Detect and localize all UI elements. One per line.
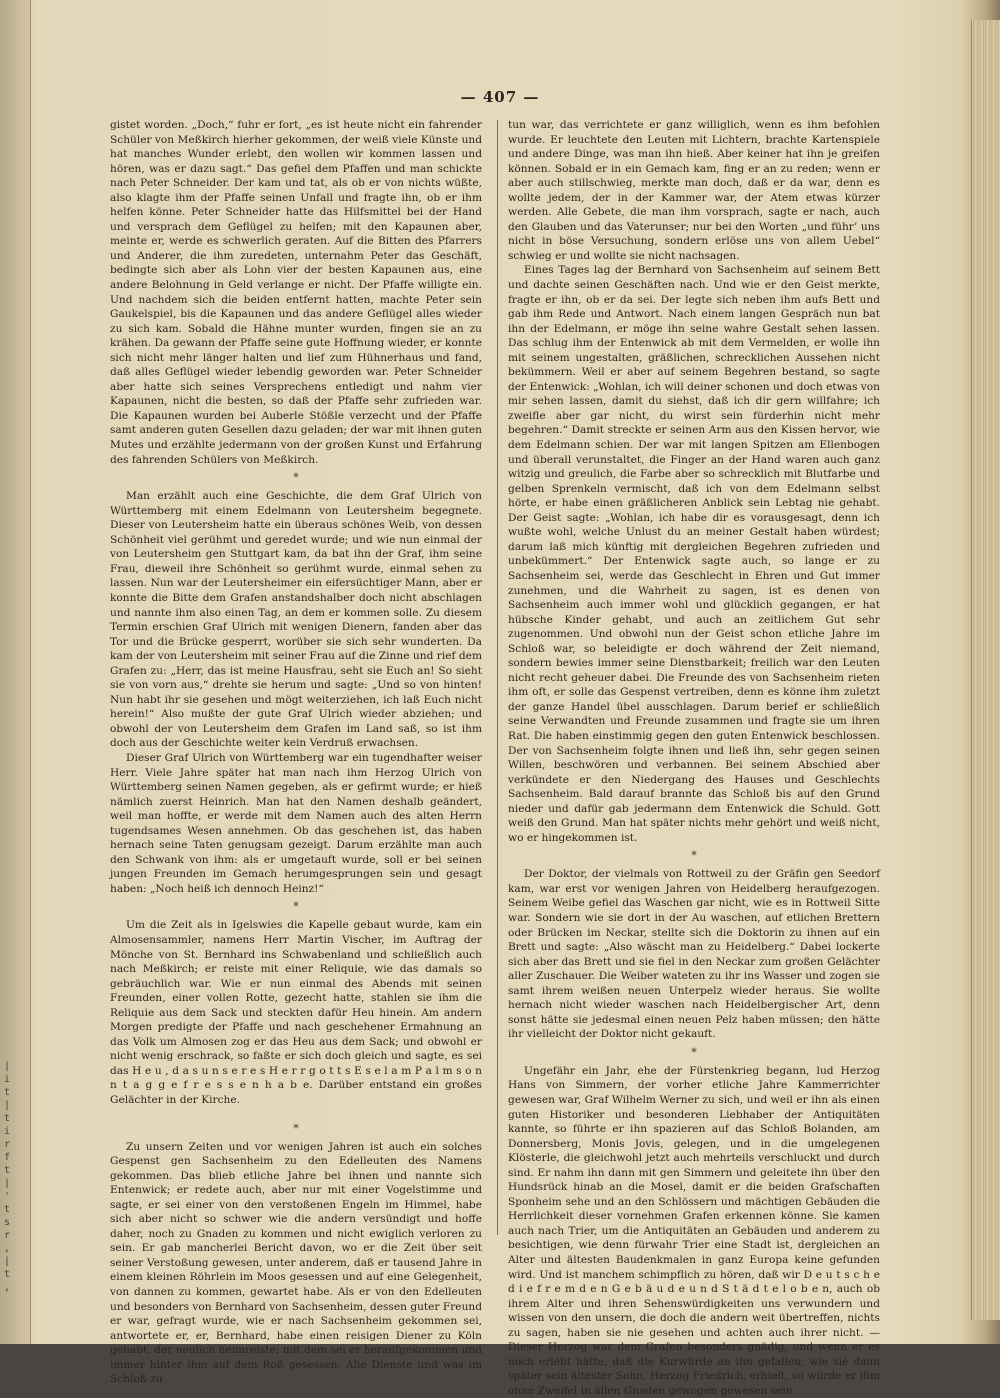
paragraph: Eines Tages lag der Bernhard von Sachsenheim auf seinem Bett und dachte seinen Geschäften nach. Und wie er den Geist merkte, fragte er ihn, ob er da sei. Der legte sich neben ihm aufs Bett und gab ihm Rede und Antwort. Nach einem langen Gespräch nun bat ihn der Edelmann, er möge ihn seine wahre Gestalt sehen lassen. Das schlug ihm der Entenwick ab mit dem Vermelden, er wolle ihn mit seinem ungestalten, gräßlichen, schrecklichen Aussehen nicht bekümmern. Weil er aber auf seinem Begehren bestand, so sagte der Entenwick: „Wohlan, ich will deiner schonen und doch etwas von mir sehen lassen, damit du siehst, daß ich dir gern willfahre; ich zweifle aber gar nicht, du wirst sein fürderhin nicht mehr begehren.“ Damit streckte er seinen Arm aus den Kissen hervor, wie dem Edelmann schien. Der war mit langen Spitzen am Ellenbogen und überall verunstaltet, die Finger an der Hand waren auch ganz witzig und greulich, die Farbe aber so schrecklich mit Blutfarbe und gelben Sprenkeln vermischt, daß ich von dem Edelmann selbst hörte, er habe einen gräßlicheren Anblick sein Lebtag nie gehabt. Der Geist sagte: „Wohlan, ich habe dir es vorausgesagt, denn ich wußte wohl, welche Unlust du an meiner Gestalt haben würdest; darum laß mich künftig mit dergleichen Begehren zufrieden und unbekümmert.“ Der Entenwick sagte auch, so lange er zu Sachsenheim sei, werde das Geschlecht in Ehren und Gut immer zunehmen, und die Wahrheit zu sagen, ist es denen von Sachsenheim auch immer wohl und glücklich gegangen, er hat hübsche Kinder gehabt, und auch an zeitlichem Gut sehr zugenommen. Und obwohl nun der Geist schon etliche Jahre im Schloß war, so beleidigte er doch während der Zeit niemand, sondern bewies immer seine Dienstbarkeit; freilich war den Leuten nicht recht geheuer dabei. Die Freunde des von Sachsenheim rieten ihm oft, er solle das Gespenst vertreiben, denn es könne ihm zuletzt der ganze Handel übel ausschlagen. Darum berief er schließlich seine Verwandten und Freunde zusammen und fragte sie um ihren Rat. Die haben einstimmig gegen den guten Entenwick beschlossen. Der von Sachsenheim folgte ihnen und ließ ihn, sehr gegen seinen Willen, beschwören und verbannen. Bei seinem Abschied aber verkündete er den Niedergang des Hauses und Geschlechts Sachsenheim. Bald darauf brannte das Schloß bis auf den Grund nieder und dafür gab jedermann dem Entenwick die Schuld. Gott weiß den Grund. Man hat später nichts mehr gehört und weiß nicht, wo er hingekommen ist.: [508, 264, 880, 844]
page-stack-edge: [971, 20, 1000, 1320]
page-number: — 407 —: [460, 88, 540, 106]
section-separator: *: [691, 849, 697, 863]
section-separator: *: [691, 1045, 697, 1059]
section-separator: *: [293, 471, 299, 485]
paragraph: tun war, das verrichtete er ganz williglich, wenn es ihm befohlen wurde. Er leuchtete den Leuten mit Lichtern, brachte Kartenspiele und andere Dinge, was man ihn hieß. Aber keiner hat ihn je greifen können. Sobald er in ein Gemach kam, fing er an zu reden; wenn er aber auch stillschwieg, merkte man doch, daß er da war, denn es wollte jedem, der in der Kammer war, der Atem etwas kürzer werden. Alle Gebete, die man ihm vorsprach, sagte er nach, auch den Glauben und das Vaterunser; nur bei den Worten „und führ’ uns nicht in böse Versuchung, sondern erlöse uns von allem Uebel“ schwieg er und wollte sie nicht nachsagen.: [508, 119, 880, 262]
paragraph: Ungefähr ein Jahr, ehe der Fürstenkrieg begann, lud Herzog Hans von Simmern, der vorher etliche Jahre Kammerrichter gewesen war, Graf Wilhelm Werner zu sich, und weil er ihn als einen guten Historiker und besonderen Liebhaber der Antiquitäten kannte, so führte er ihn spazieren auf das Schloß Bolanden, am Donnersberg, Monis Jovis, gelegen, und in die umgelegenen Klösterle, die gleichwohl jetzt auch mehrteils verschluckt und durch sind. Er nahm ihn dann mit gen Simmern und geleitete ihn über den Hundsrück hinab an die Mosel, damit er die beiden Grafschaften Sponheim sehe und an den Schlössern und mächtigen Gebäuden die Herrlichkeit dieser vornehmen Grafen erkennen könne. Sie kamen auch nach Trier, um die Antiquitäten an Gebäuden und anderem zu besichtigen, wie denn fürwahr Trier eine Stadt ist, dergleichen an Alter und ältesten Baudenkmalen in ganz Europa keine gefunden wird. Und ist manchem schimpflich zu hören, daß wir D e u t s c h e d i e f r e m d e n G e b ä u d e u n d S t ä d t e l o b e n, auch ob ihrem Alter und ihren Sehenswürdigkeiten uns verwundern und wissen von den unsern, die doch die andern weit übertreffen, nichts zu sagen, haben sie nie gesehen und achten auch ihrer nicht. — Dieser Herzog war dem Grafen besonders gnädig, und wenn er es noch erlebt hätte, daß die Kurwürde an ihn gefallen, wie sie dann später sein ältester Sohn, Herzog Friedrich, erhielt, so würde er ihm ohne Zweifel in allen Gnaden gewogen gewesen sein.: [508, 1064, 880, 1397]
facing-page-edge: [0, 0, 31, 1344]
paragraph: Zu unsern Zeiten und vor wenigen Jahren ist auch ein solches Gespenst gen Sachsenheim zu den Edelleuten des Namens gekommen. Das blieb etliche Jahre bei ihnen und nannte sich Entenwick; er redete auch, aber nur mit einer Vogelstimme und sagte, er sei einer von den verstoßenen Engeln im Himmel, habe sich aber nicht so schwer wie die andern versündigt und hoffe daher, noch zu Gnaden zu kommen und nicht ewiglich verloren zu sein. Er gab mancherlei Bericht davon, wo er die Zeit über seit seiner Verstoßung gewesen, unter anderem, daß er tausend Jahre in einem kleinen Röhrlein im Moos gesessen und auf eine Gelegenheit, von dannen zu kommen, gewartet habe. Als er von den Edelleuten und besonders von Bernhard von Sachsenheim, dessen guter Freund er war, gefragt wurde, wie er nach Sachsenheim gekommen sei, antwortete er, er, Bernhard, habe einen reisigen Diener zu Köln gehabt, der neulich heimreiste; mit dem sei er heraufgekommen und immer hinter ihm auf dem Roß gesessen. Alle Dienste und was im Schloß zu: [110, 1140, 482, 1386]
margin-marks: | i t | t i r f t | ' t s r , | t ,: [4, 1061, 11, 1293]
paragraph: Um die Zeit als in Igelswies die Kapelle gebaut wurde, kam ein Almosensammler, namens Herr Martin Vischer, im Auftrag der Mönche von St. Bernhard ins Schwabenland und schließlich auch nach Meßkirch; er reiste mit einer Reliquie, wie das damals so gebräuchlich war. Wie er nun einmal des Abends mit seinen Freunden, einer vollen Rotte, gezecht hatte, stahlen sie ihm die Reliquie aus dem Sack und steckten dafür Heu hinein. Am andern Morgen predigte der Pfaffe und nach geschehener Ermahnung an das Volk um Almosen zog er das Heu aus dem Sack; und obwohl er nicht wenig erschrack, so faßte er sich doch gleich und sagte, es sei das H e u , d a s u n s e r e s H e r r g o t t s E s e l a m P a l m s o n n t a g g e f r e s s e n h a b e. Darüber entstand ein großes Gelächter in der Kirche.: [110, 919, 482, 1106]
right-column: [508, 118, 880, 1398]
section-separator: *: [293, 900, 299, 914]
section-separator: *: [293, 1121, 299, 1135]
paragraph: Der Doktor, der vielmals von Rottweil zu der Gräfin gen Seedorf kam, war erst vor wenigen Jahren von Heidelberg heraufgezogen. Seinem Weibe gefiel das Waschen gar nicht, wie es in Rottweil Sitte war. Sondern wie sie dort in der Au waschen, auf etlichen Brettern oder Brücken im Neckar, stellte sich die Doktorin zu ihnen auf ein Brett und sagte: „Also wäscht man zu Heidelberg.“ Dabei lockerte sich aber das Brett und sie fiel in den Neckar zum großen Gelächter aller Zuschauer. Die Weiber wateten zu ihr ins Wasser und zogen sie samt ihrem weißen neuen Unterpelz wieder heraus. Sie wollte hernach nicht wieder waschen nach Heidelbergischer Art, denn sonst hätte sie jedesmal einen neuen Pelz haben müssen; den hätte ihr vielleicht der Doktor nicht gekauft.: [508, 868, 880, 1041]
paragraph: Man erzählt auch eine Geschichte, die dem Graf Ulrich von Württemberg mit einem Edelmann von Leutersheim begegnete. Dieser von Leutersheim hatte ein überaus schönes Weib, von dessen Schönheit viel gerühmt und geredet wurde; und wie nun einmal der von Leutersheim gen Stuttgart kam, da bat ihn der Graf, ihm seine Frau, dieweil ihre Schönheit so gerühmt wurde, einmal sehen zu lassen. Nun war der Leutersheimer ein eifersüchtiger Mann, aber er konnte die Bitte dem Grafen anstandshalber doch nicht abschlagen und nannte ihm also einen Tag, an dem er kommen solle. Zu diesem Termin erschien Graf Ulrich mit wenigen Dienern, fanden aber das Tor und die Brücke gesperrt, worüber sie sich sehr wunderten. Da kam der von Leutersheim mit seiner Frau auf die Zinne und rief dem Grafen zu: „Herr, das ist meine Hausfrau, seht sie Euch an! So sieht sie von vorn aus,“ drehte sie herum und sagte: „Und so von hinten! Nun habt ihr sie gesehen und mögt weiterziehen, ich laß Euch nicht herein!“ Also mußte der gute Graf Ulrich wieder abziehen; und obwohl der von Leutersheim dem Grafen im Land saß, so ist ihm doch aus der Geschichte weiter kein Verdruß erwachsen.: [110, 490, 482, 750]
column-divider: [497, 120, 498, 1235]
left-column: [110, 118, 482, 1387]
paragraph: Dieser Graf Ulrich von Württemberg war ein tugendhafter weiser Herr. Viele Jahre später hat man nach ihm Herzog Ulrich von Württemberg seinen Namen gegeben, als er gefirmt wurde; er hieß nämlich zuerst Heinrich. Man hat den Namen deshalb geändert, weil man hoffte, er werde mit dem Namen auch des alten Herrn tugendsames Wesen annehmen. Ob das geschehen ist, das haben hernach seine Taten genugsam gezeigt. Darum erzählte man auch den Schwank von ihm: als er umgetauft wurde, soll er bei seinen jungen Freunden im Gemach herumgesprungen sein und gesagt haben: „Noch heiß ich dennoch Heinz!“: [110, 751, 482, 895]
paragraph: gistet worden. „Doch,“ fuhr er fort, „es ist heute nicht ein fahrender Schüler von Meßkirch hierher gekommen, der weiß viele Künste und hat manches Wunder erlebt, den wollen wir kommen lassen und hören, was er dazu sagt.“ Das gefiel dem Pfaffen und man schickte nach Peter Schneider. Der kam und tat, als ob er von nichts wüßte, also klagte ihm der Pfaffe seinen Unfall und fragte ihn, ob er ihm helfen könne. Peter Schneider hatte das Hilfsmittel bei der Hand und versprach dem Geflügel zu helfen; mit den Kapaunen aber, meinte er, werde es schwerlich geraten. Auf die Bitten des Pfarrers und Anderer, die ihm zuredeten, unternahm Peter das Geschäft, bedingte sich aber als Lohn vier der besten Kapaunen aus, eine andere Belohnung in Geld verlange er nicht. Der Pfaffe willigte ein. Und nachdem sich die beiden entfernt hatten, machte Peter sein Gaukelspiel, bis die Kapaunen und das andere Geflügel alles wieder zu sich kam. Sobald die Hähne munter wurden, fingen sie an zu krähen. Da gewann der Pfaffe seine gute Hoffnung wieder, er konnte sich nicht mehr länger halten und lief zum Hühnerhaus und fand, daß alles Geflügel wieder lebendig geworden war. Peter Schneider aber hatte sich seines Versprechens entledigt und nahm vier Kapaunen, nicht die besten, so daß der Pfaffe sehr zufrieden war. Die Kapaunen wurden bei Auberle Stößle verzecht und der Pfaffe samt anderen guten Gesellen dazu geladen; der war mit ihnen guten Mutes und erzählte jedermann von der großen Kunst und Erfahrung des fahrenden Schülers von Meßkirch.: [110, 119, 482, 466]
